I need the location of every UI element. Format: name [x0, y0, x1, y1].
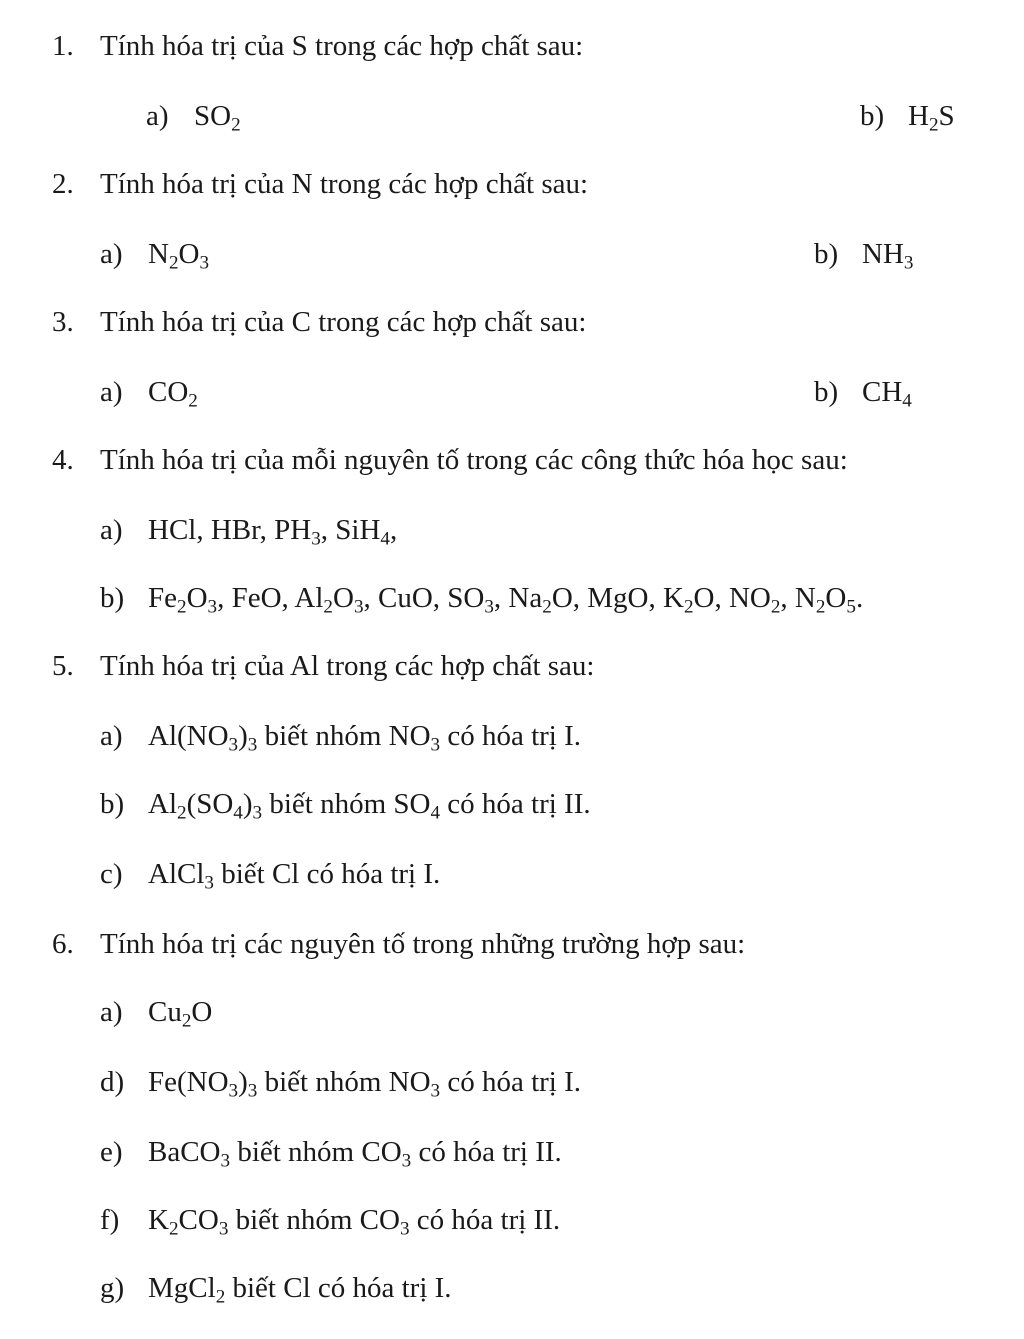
q5-option-c-label: c)	[100, 858, 123, 890]
question-2-text: Tính hóa trị của N trong các hợp chất sau:	[100, 168, 589, 200]
q6-option-g-label: g)	[100, 1272, 125, 1304]
q6-option-a-label: a)	[100, 996, 123, 1028]
q2-option-a-label: a)	[100, 238, 123, 270]
question-2-number: 2.	[52, 168, 74, 200]
question-6-text: Tính hóa trị các nguyên tố trong những trường hợp sau:	[100, 928, 746, 960]
q6-option-f-label: f)	[100, 1204, 120, 1236]
question-4-text: Tính hóa trị của mỗi nguyên tố trong các công thức hóa học sau:	[100, 444, 848, 476]
q1-option-a-formula: $SO_2$	[194, 100, 241, 136]
q4-option-b-label: b)	[100, 582, 125, 614]
q3-option-a-label: a)	[100, 376, 123, 408]
q3-option-b-label: b)	[814, 376, 839, 408]
q6-option-d-label: d)	[100, 1066, 125, 1098]
q2-option-a-formula: $N_2O_3$	[148, 238, 210, 274]
question-5-text: Tính hóa trị của Al trong các hợp chất sau:	[100, 650, 595, 682]
q5-option-c-text: AlCl$_3$ biết Cl có hóa trị I.	[148, 858, 441, 894]
question-3-text: Tính hóa trị của C trong các hợp chất sau:	[100, 306, 587, 338]
q5-option-b-label: b)	[100, 788, 125, 820]
q4-option-a-formulas: HCl, HBr, $PH_3$, SiH$_4$,	[148, 514, 398, 550]
question-6-number: 6.	[52, 928, 74, 960]
q1-option-b-formula: $H_2S$	[908, 100, 955, 136]
q2-option-b-label: b)	[814, 238, 839, 270]
question-3-number: 3.	[52, 306, 74, 338]
q6-option-a-formula: $Cu_2O$	[148, 996, 213, 1032]
question-1-text: Tính hóa trị của S trong các hợp chất sau:	[100, 30, 584, 62]
q5-option-a-text: $Al(NO_3)_3$ biết nhóm $NO_3$ có hóa trị I.	[148, 720, 582, 756]
q1-option-a-label: a)	[146, 100, 169, 132]
q6-option-g-text: MgCl$_2$ biết Cl có hóa trị I.	[148, 1272, 452, 1308]
q6-option-e-label: e)	[100, 1136, 123, 1168]
q6-option-d-text: $Fe(NO_3)_3$ biết nhóm $NO_3$ có hóa trị I.	[148, 1066, 582, 1102]
q4-option-b-formulas: $Fe_2O_3$, FeO, $Al_2O_3$, CuO, $SO_3$, $Na_2O$, MgO, $K_2O$, $NO_2$, $N_2O_5$.	[148, 582, 864, 618]
q6-option-f-text: $K_2CO_3$ biết nhóm $CO_3$ có hóa trị II.	[148, 1204, 561, 1240]
q2-option-b-formula: $NH_3$	[862, 238, 914, 274]
q1-option-b-label: b)	[860, 100, 885, 132]
question-5-number: 5.	[52, 650, 74, 682]
q5-option-a-label: a)	[100, 720, 123, 752]
question-1-number: 1.	[52, 30, 74, 62]
q4-option-a-label: a)	[100, 514, 123, 546]
question-4-number: 4.	[52, 444, 74, 476]
q3-option-a-formula: $CO_2$	[148, 376, 198, 412]
q6-option-e-text: BaCO$_3$ biết nhóm $CO_3$ có hóa trị II.	[148, 1136, 562, 1172]
q3-option-b-formula: $CH_4$	[862, 376, 912, 412]
q5-option-b-text: $Al_2(SO_4)_3$ biết nhóm $SO_4$ có hóa trị II.	[148, 788, 591, 824]
